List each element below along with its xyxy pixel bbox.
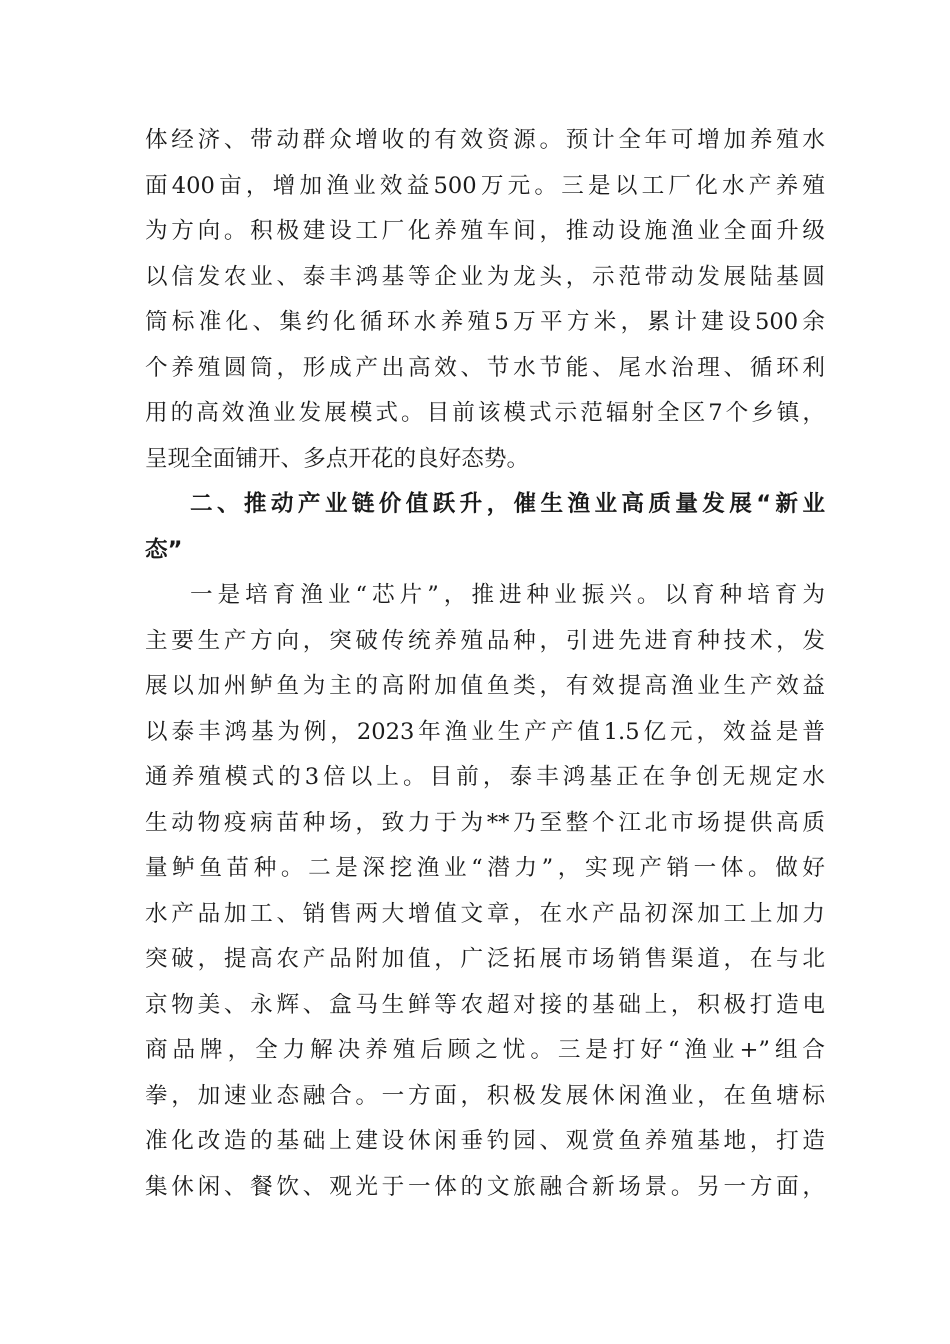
text-line: 水产品加工、销售两大增值文章，在水产品初深加工上加力 <box>145 900 825 927</box>
text-line: 体经济、带动群众增收的有效资源。预计全年可增加养殖水 <box>145 127 825 153</box>
text-line: 京物美、永辉、盒马生鲜等农超对接的基础上，积极打造电 <box>145 991 825 1018</box>
text-line: 面400亩，增加渔业效益500万元。三是以工厂化水产养殖 <box>145 172 825 199</box>
text-line: 一是培育渔业“芯片”，推进种业振兴。以育种培育为 <box>190 582 825 608</box>
section-heading <box>145 482 825 573</box>
text-line: 以泰丰鸿基为例，2023年渔业生产产值1.5亿元，效益是普 <box>145 718 825 745</box>
text-line: 通养殖模式的3倍以上。目前，泰丰鸿基正在争创无规定水 <box>145 764 825 790</box>
text-line: 集休闲、餐饮、观光于一体的文旅融合新场景。另一方面， <box>145 1173 825 1200</box>
heading-line: 二、推动产业链价值跃升，催生渔业高质量发展“新业 <box>190 491 825 517</box>
paragraph-1 <box>145 118 825 482</box>
document-body <box>145 118 825 1210</box>
text-line: 主要生产方向，突破传统养殖品种，引进先进育种技术，发 <box>145 627 825 654</box>
text-line: 呈现全面铺开、多点开花的良好态势。 <box>145 445 530 472</box>
text-line: 突破，提高农产品附加值，广泛拓展市场销售渠道，在与北 <box>145 946 825 972</box>
text-line: 拳，加速业态融合。一方面，积极发展休闲渔业，在鱼塘标 <box>145 1082 825 1109</box>
text-line: 生动物疫病苗种场，致力于为**乃至整个江北市场提供高质 <box>145 809 825 836</box>
text-line: 准化改造的基础上建设休闲垂钓园、观赏鱼养殖基地，打造 <box>145 1128 825 1154</box>
text-line: 展以加州鲈鱼为主的高附加值鱼类，有效提高渔业生产效益 <box>145 673 825 699</box>
text-line: 个养殖圆筒，形成产出高效、节水节能、尾水治理、循环利 <box>145 354 825 381</box>
text-line: 用的高效渔业发展模式。目前该模式示范辐射全区7个乡镇， <box>145 400 825 426</box>
text-line: 为方向。积极建设工厂化养殖车间，推动设施渔业全面升级 <box>145 218 825 244</box>
text-line: 量鲈鱼苗种。二是深挖渔业“潜力”，实现产销一体。做好 <box>145 855 825 881</box>
text-line: 商品牌，全力解决养殖后顾之忧。三是打好“渔业+”组合 <box>145 1037 825 1063</box>
text-line: 以信发农业、泰丰鸿基等企业为龙头，示范带动发展陆基圆 <box>145 263 825 290</box>
paragraph-2 <box>145 573 825 1210</box>
heading-line: 态” <box>145 536 183 563</box>
text-line: 筒标准化、集约化循环水养殖5万平方米，累计建设500余 <box>145 309 825 335</box>
